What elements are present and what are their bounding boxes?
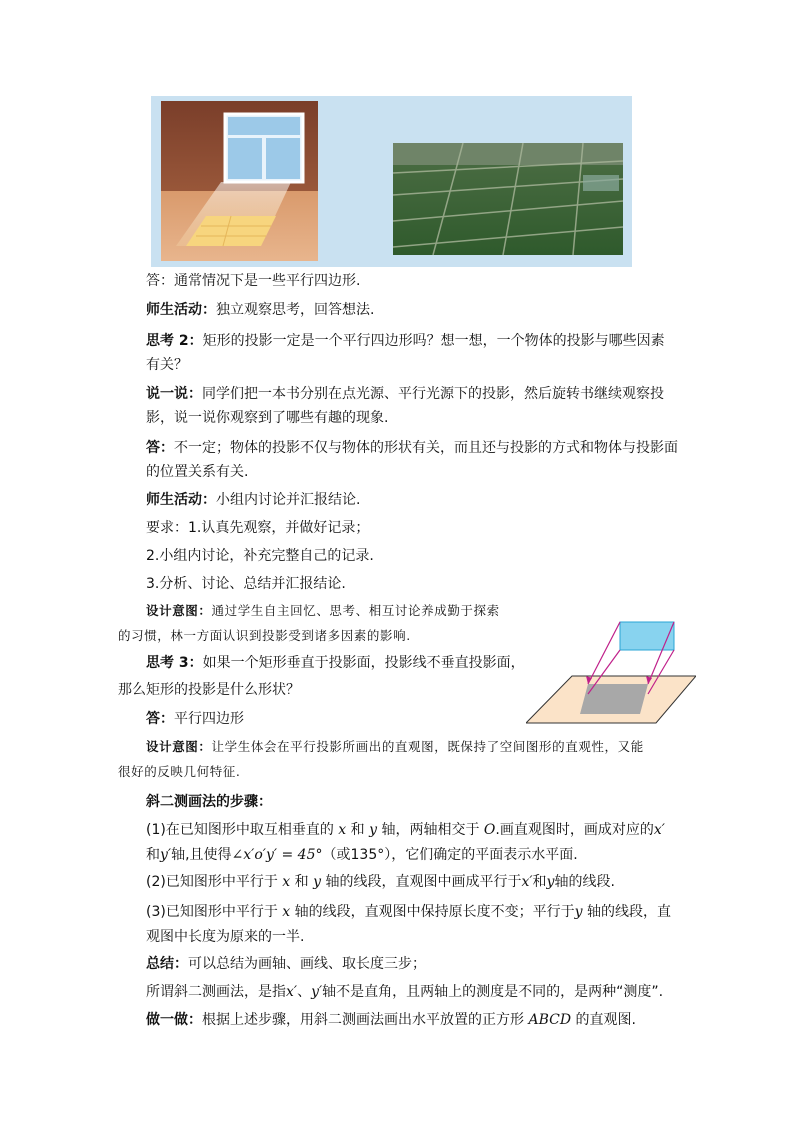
top-figure bbox=[151, 96, 632, 267]
steps-title: 斜二测画法的步骤： bbox=[146, 794, 272, 810]
summary: 总结：可以总结为画轴、画线、取长度三步； bbox=[146, 956, 426, 972]
think-3: 思考 3：如果一个矩形垂直于投影面，投影线不垂直投影面， bbox=[146, 655, 525, 671]
step-2: (2)已知图形中平行于 x 和 y 轴的线段，直观图中画成平行于x′和y轴的线段. bbox=[146, 874, 615, 890]
think-3-line2: 那么矩形的投影是什么形状？ bbox=[118, 682, 300, 698]
step-3: (3)已知图形中平行于 x 轴的线段，直观图中保持原长度不变；平行于y 轴的线段，直观图中长度为原来的一半. bbox=[146, 904, 672, 945]
requirement-1: 要求：1.认真先观察，并做好记录； bbox=[146, 520, 370, 536]
design-intent-2-line2: 很好的反映几何特征. bbox=[118, 764, 241, 779]
answer-1: 答：通常情况下是一些平行四边形. bbox=[146, 273, 361, 289]
answer-3: 答：平行四边形 bbox=[146, 711, 244, 727]
say-section: 说一说：同学们把一本书分别在点光源、平行光源下的投影，然后旋转书继续观察投影，说一说你观察到了哪些有趣的现象. bbox=[146, 386, 664, 426]
projection-diagram bbox=[526, 618, 696, 728]
summary-2: 所谓斜二测画法，是指x′、y′轴不是直角，且两轴上的测度是不同的，是两种“测度”. bbox=[146, 984, 664, 1000]
do-it: 做一做：根据上述步骤，用斜二测画法画出水平放置的正方形 ABCD 的直观图. bbox=[146, 1012, 636, 1028]
design-intent-2: 设计意图：让学生体会在平行投影所画出的直观图，既保持了空间图形的直观性，又能 bbox=[146, 739, 644, 754]
design-intent-1: 设计意图：通过学生自主回忆、思考、相互讨论养成勤于探索 bbox=[146, 603, 500, 618]
answer-2: 答：不一定；物体的投影不仅与物体的形状有关，而且还与投影的方式和物体与投影面的位置关系有关. bbox=[146, 440, 678, 480]
activity-1: 师生活动：独立观察思考，回答想法. bbox=[146, 302, 375, 318]
design-intent-1-line2: 的习惯，林一方面认识到投影受到诸多因素的影响. bbox=[118, 628, 411, 643]
step-1: (1)在已知图形中取互相垂直的 x 和 y 轴，两轴相交于 O.画直观图时，画成对应的x′和y′轴,且使得∠x′o′y′ = 45°（或135°），它们确定的平面表示水平面. bbox=[146, 822, 665, 863]
requirement-3: 3.分析、讨论、总结并汇报结论. bbox=[146, 576, 346, 592]
requirement-2: 2.小组内讨论，补充完整自己的记录. bbox=[146, 548, 374, 564]
activity-2: 师生活动：小组内讨论并汇报结论. bbox=[146, 492, 361, 508]
think-2: 思考 2：矩形的投影一定是一个平行四边形吗？想一想，一个物体的投影与哪些因素有关？ bbox=[146, 333, 665, 373]
farm-fields-photo bbox=[393, 143, 623, 255]
